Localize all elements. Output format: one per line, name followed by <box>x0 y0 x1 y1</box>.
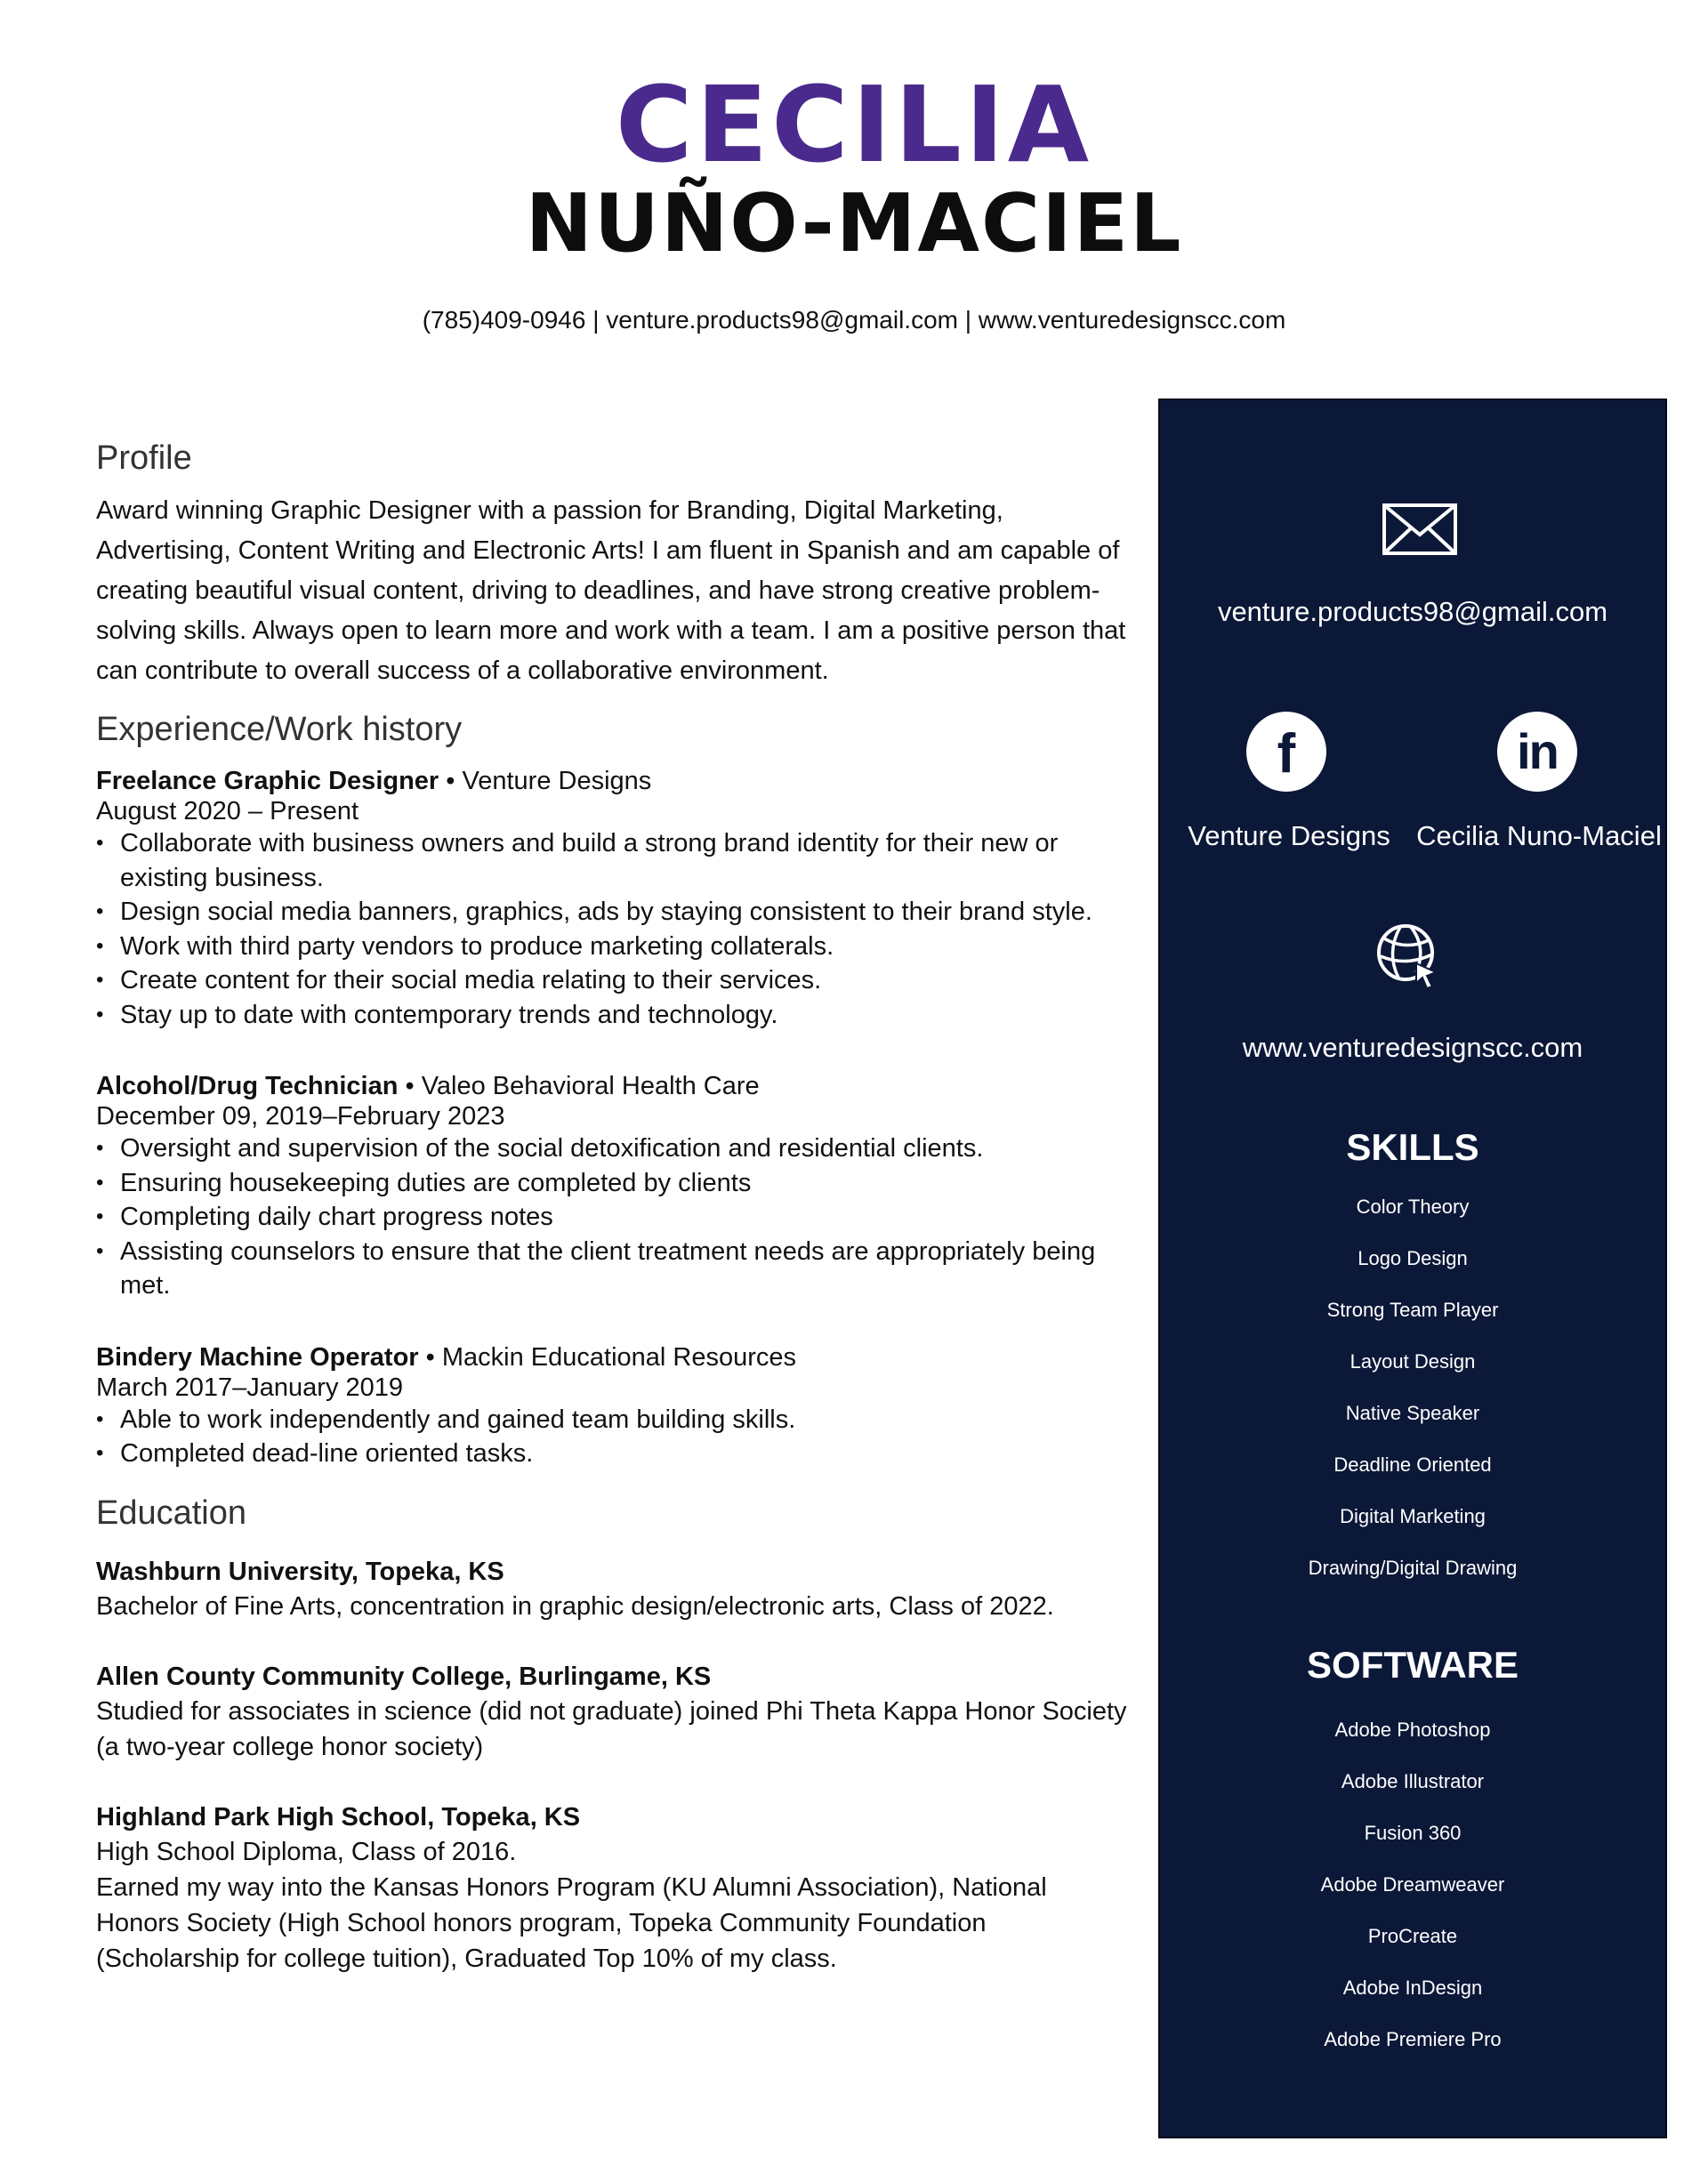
job-bullets <box>96 1131 1128 1303</box>
job-bullet: • Create content for their social media relating to their services. <box>96 963 1128 998</box>
job-bullet: • Oversight and supervision of the social detoxification and residential clients. <box>96 1131 1128 1166</box>
job-title-line: Bindery Machine Operator • Mackin Educational Resources <box>96 1342 797 1372</box>
job-bullet: • Completed dead-line oriented tasks. <box>96 1437 1128 1471</box>
job-bullets <box>96 1403 1128 1471</box>
skill-item: Drawing/Digital Drawing <box>1308 1557 1518 1579</box>
education-entry <box>96 1555 1128 1624</box>
job-company: Mackin Educational Resources <box>441 1342 797 1372</box>
last-name: NUÑO-MACIEL <box>525 177 1183 270</box>
job-bullet: • Ensuring housekeeping duties are completed by clients <box>96 1166 1128 1201</box>
skill-item: Strong Team Player <box>1326 1299 1499 1321</box>
skill-item: Logo Design <box>1358 1247 1468 1269</box>
linkedin-label[interactable]: Cecilia Nuno-Maciel <box>1416 820 1662 851</box>
software-item: ProCreate <box>1367 1925 1458 1947</box>
job-entry <box>96 1342 1128 1471</box>
job-bullet: • Work with third party vendors to produce marketing collaterals. <box>96 930 1128 964</box>
skill-item: Deadline Oriented <box>1333 1453 1492 1476</box>
linkedin-icon[interactable]: in <box>1497 712 1577 792</box>
globe-cursor-icon <box>1374 921 1445 992</box>
software-item: Adobe Photoshop <box>1334 1719 1491 1741</box>
education-entry <box>96 1660 1128 1765</box>
school-name: Highland Park High School, Topeka, KS <box>96 1802 581 1832</box>
job-company: Venture Designs <box>462 767 652 795</box>
job-bullet: • Design social media banners, graphics, ads by staying consistent to their brand style. <box>96 895 1128 930</box>
job-title-line: Freelance Graphic Designer • Venture Designs <box>96 767 652 795</box>
software-item: Adobe Illustrator <box>1341 1770 1485 1792</box>
job-role: Alcohol/Drug Technician <box>96 1072 399 1100</box>
main-column <box>96 436 1128 1977</box>
education-entry <box>96 1800 1128 1977</box>
job-bullet: • Able to work independently and gained team building skills. <box>96 1403 1128 1437</box>
sidebar-email[interactable]: venture.products98@gmail.com <box>1217 596 1608 627</box>
software-item: Fusion 360 <box>1364 1822 1462 1844</box>
education-heading: Education <box>96 1494 247 1532</box>
job-company: Valeo Behavioral Health Care <box>421 1072 760 1100</box>
school-detail: Earned my way into the Kansas Honors Program (KU Alumni Association), National Honors Society (High School honors program, Topeka Community Foundation (Scholarship for college tuition), Graduated Top 10% of my class. <box>96 1872 1047 1973</box>
experience-heading: Experience/Work history <box>96 711 463 748</box>
software-item: Adobe InDesign <box>1342 1977 1483 1999</box>
profile-heading: Profile <box>96 439 192 477</box>
job-role: Bindery Machine Operator <box>96 1342 419 1372</box>
facebook-label[interactable]: Venture Designs <box>1188 820 1390 851</box>
job-bullet: • Collaborate with business owners and build a strong brand identity for their new or existing business. <box>96 826 1128 895</box>
school-name: Washburn University, Topeka, KS <box>96 1557 504 1586</box>
software-list <box>1160 1717 1665 2078</box>
job-dates: December 09, 2019–February 2023 <box>96 1102 505 1131</box>
school-detail: High School Diploma, Class of 2016. <box>96 1837 517 1866</box>
education-section <box>96 1491 1128 1977</box>
software-item: Adobe Dreamweaver <box>1320 1873 1505 1896</box>
job-dates: March 2017–January 2019 <box>96 1373 404 1402</box>
sidebar <box>1158 399 1667 2138</box>
skill-item: Color Theory <box>1356 1196 1470 1218</box>
job-role: Freelance Graphic Designer <box>96 767 439 795</box>
job-bullet: • Stay up to date with contemporary trends and technology. <box>96 998 1128 1033</box>
skills-heading: SKILLS <box>1346 1126 1479 1168</box>
profile-text: Award winning Graphic Designer with a passion for Branding, Digital Marketing, Advertising, Content Writing and Electronic Arts! I am fluent in Spanish and am capable of creating beautiful visual content, driving to deadlines, and have strong creative problem-solving skills. Always open to learn more and work with a team. I am a positive person that can contribute to overall success of a collaborative environment. <box>96 496 1126 685</box>
software-item: Adobe Premiere Pro <box>1324 2028 1502 2050</box>
experience-section <box>96 707 1128 1471</box>
school-detail: Bachelor of Fine Arts, concentration in graphic design/electronic arts, Class of 2022. <box>96 1591 1054 1621</box>
job-entry <box>96 766 1128 1032</box>
envelope-icon <box>1382 503 1458 556</box>
profile-section <box>96 436 1128 691</box>
first-name: CECILIA <box>615 63 1093 186</box>
job-bullet: • Completing daily chart progress notes <box>96 1200 1128 1235</box>
job-bullet: • Assisting counselors to ensure that the client treatment needs are appropriately being met. <box>96 1235 1128 1303</box>
job-bullets <box>96 826 1128 1032</box>
skills-list <box>1160 1194 1665 1606</box>
skill-item: Digital Marketing <box>1340 1505 1486 1527</box>
school-detail: Studied for associates in science (did not graduate) joined Phi Theta Kappa Honor Society (a two-year college honor society) <box>96 1696 1127 1761</box>
job-entry <box>96 1071 1128 1303</box>
contact-line: (785)409-0946 | venture.products98@gmail.com | www.venturedesignscc.com <box>422 306 1286 334</box>
facebook-icon[interactable]: f <box>1246 712 1326 792</box>
sidebar-website[interactable]: www.venturedesignscc.com <box>1242 1032 1583 1063</box>
skill-item: Native Speaker <box>1345 1402 1480 1424</box>
job-dates: August 2020 – Present <box>96 797 359 825</box>
job-title-line: Alcohol/Drug Technician • Valeo Behavioral Health Care <box>96 1072 760 1100</box>
skill-item: Layout Design <box>1349 1350 1476 1373</box>
software-heading: SOFTWARE <box>1307 1644 1519 1686</box>
school-name: Allen County Community College, Burlingame, KS <box>96 1662 712 1691</box>
